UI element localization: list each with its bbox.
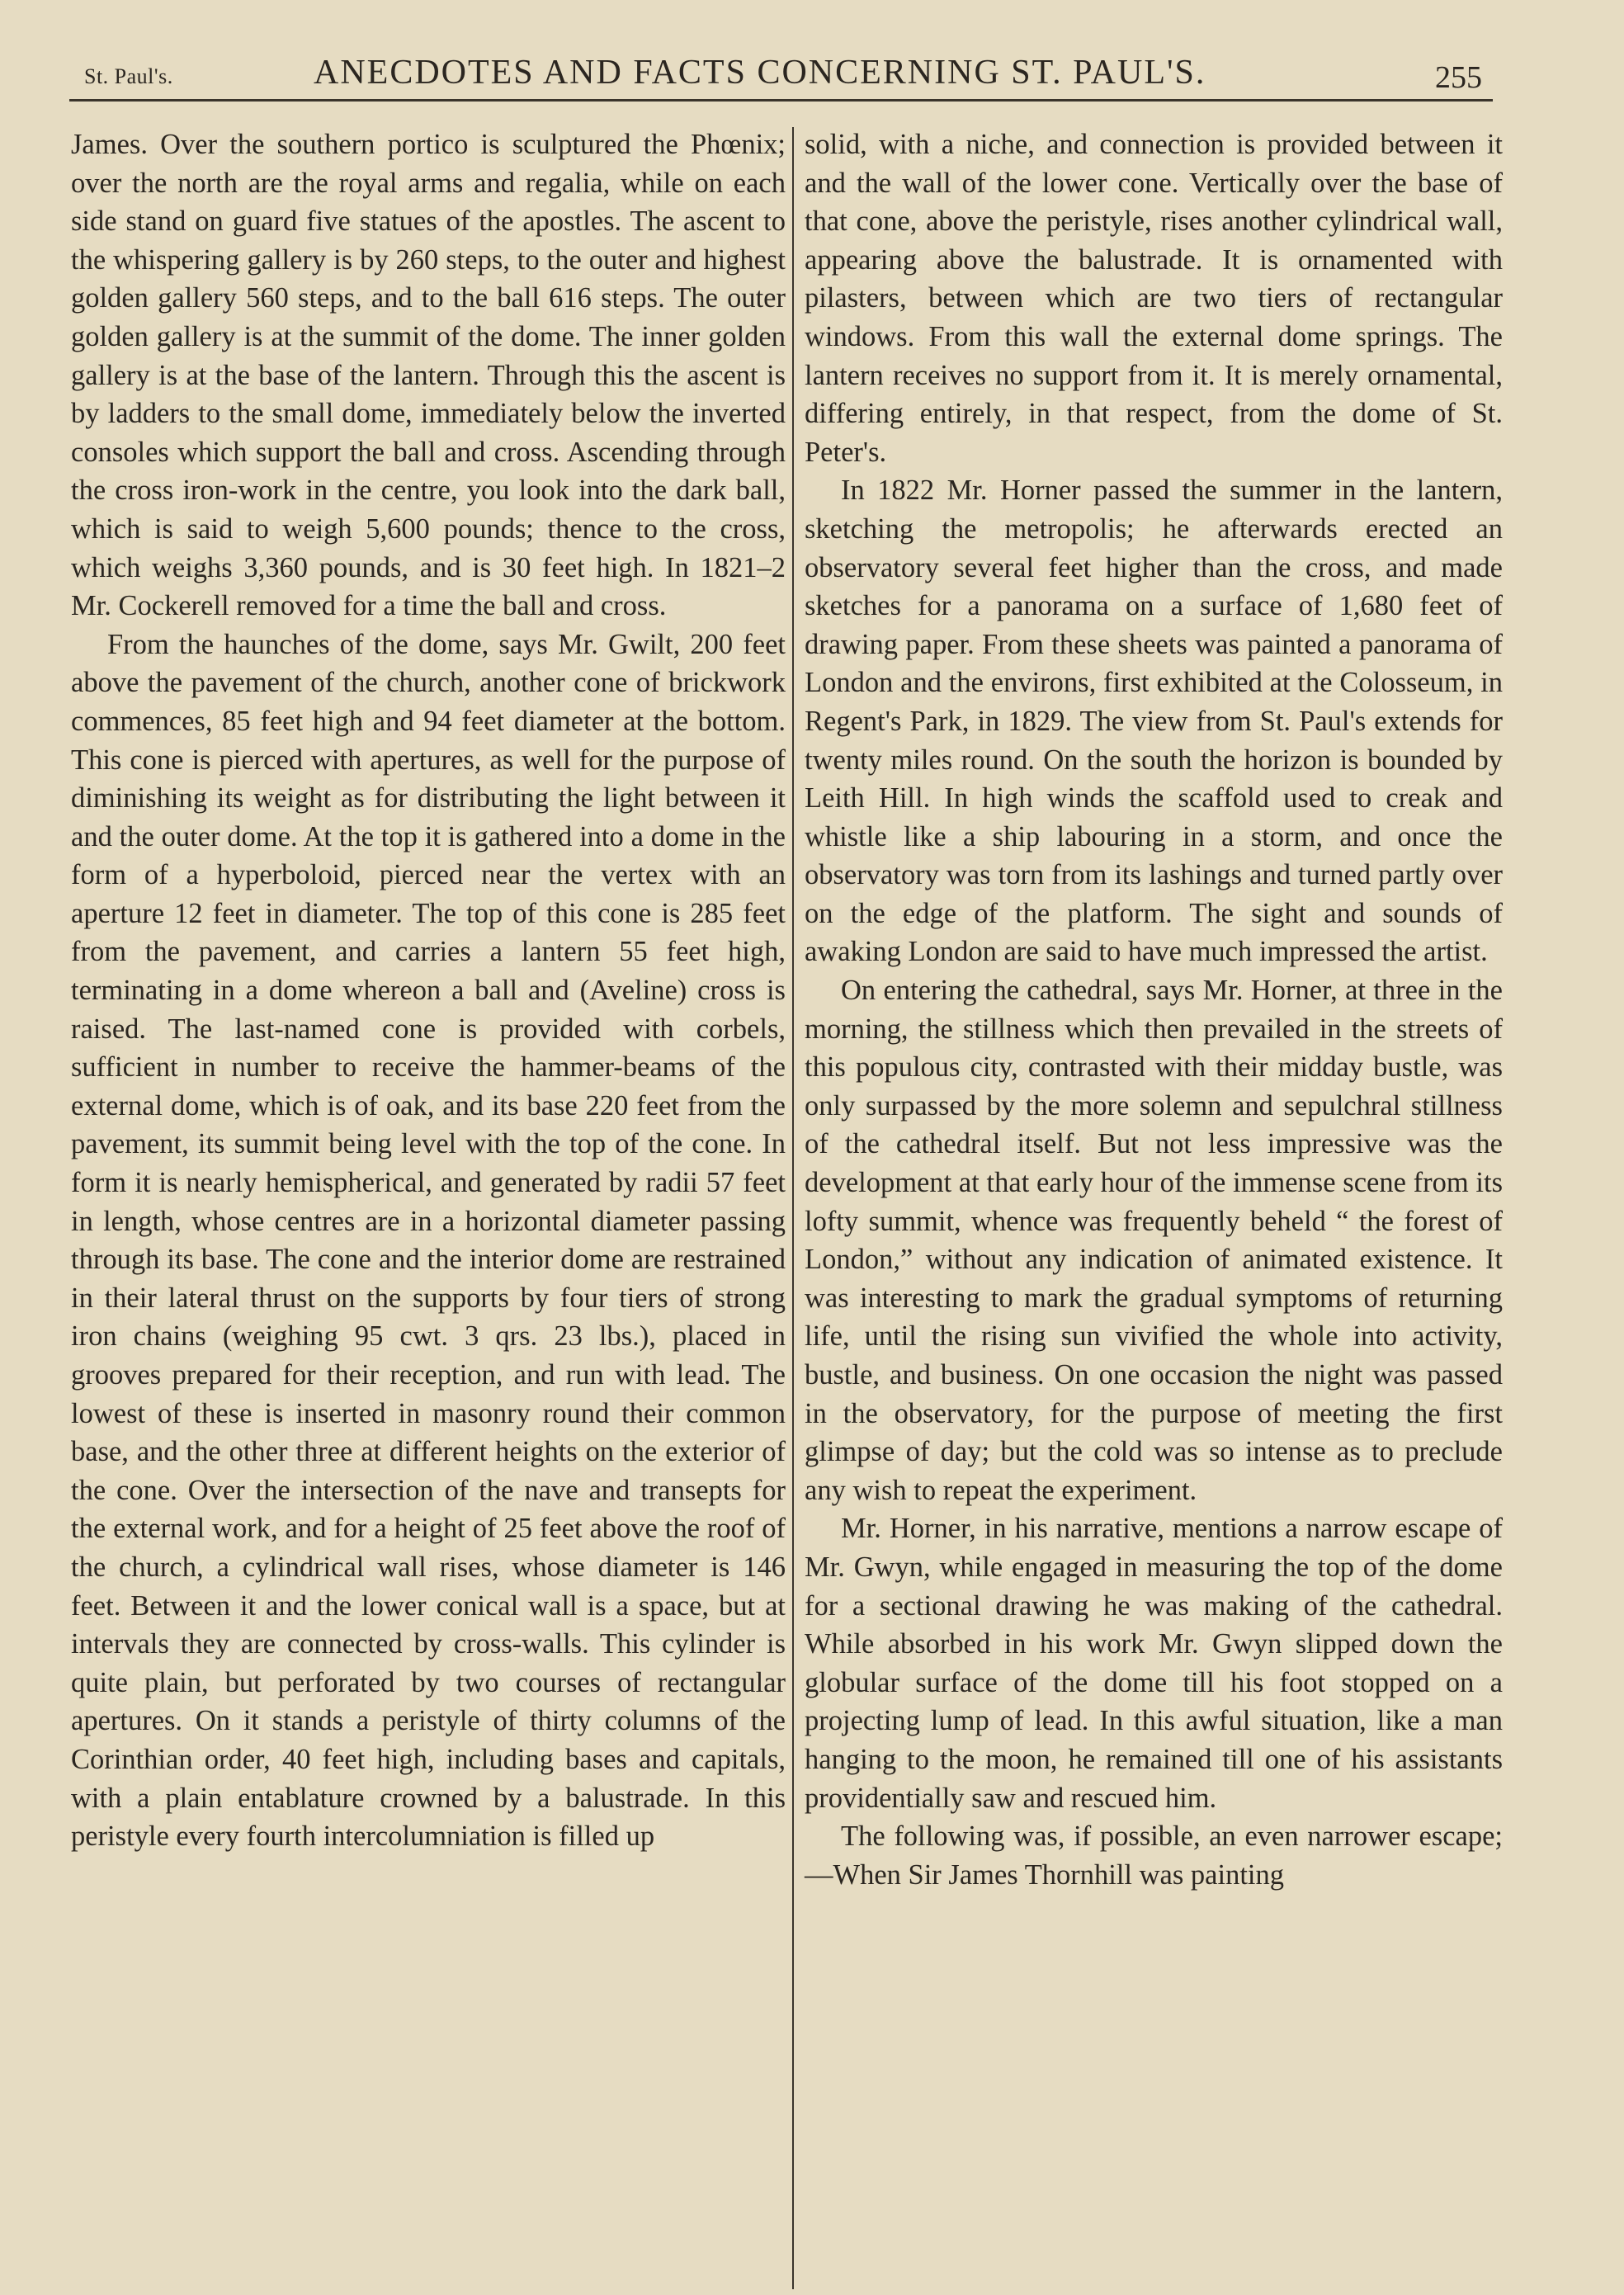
paragraph: James. Over the southern portico is sculptured the Phœnix; over the north are the royal arms and regalia, while on each side stand on guard five statues of the apostles. The ascent to the whispering gallery is by 260 steps, to the outer and highest golden gallery 560 steps, and to the ball 616 steps. The outer golden gallery is at the summit of the dome. The inner golden gallery is at the base of the lantern. Through this the ascent is by ladders to the small dome, immediately below the inverted consoles which support the ball and cross. Ascending through the cross iron-work in the centre, you look into the dark ball, which is said to weigh 5,600 pounds; thence to the cross, which weighs 3,360 pounds, and is 30 feet high. In 1821–2 Mr. Cockerell removed for a time the ball and cross. (71, 129, 786, 622)
paragraph: From the haunches of the dome, says Mr. Gwilt, 200 feet above the pavement of the church, another cone of brickwork commences, 85 feet high and 94 feet diameter at the bottom. This cone is pierced with apertures, as well for the purpose of diminishing its weight as for distributing the light between it and the outer dome. At the top it is gathered into a dome in the form of a hyperboloid, pierced near the vertex with an aperture 12 feet in diameter. The top of this cone is 285 feet from the pavement, and carries a lantern 55 feet high, terminating in a dome whereon a ball and (Aveline) cross is raised. The last-named cone is provided with corbels, sufficient in number to receive the hammer-beams of the external dome, which is of oak, and its base 220 feet from the pavement, its summit being level with the top of the cone. In form it is nearly hemispherical, and generated by radii 57 feet in length, whose centres are in a horizontal diameter passing through its base. The cone and the interior dome are restrained in their lateral thrust on the supports by four tiers of strong iron chains (weighing 95 cwt. 3 qrs. 23 lbs.), placed in grooves prepared for their reception, and run with lead. The lowest of these is inserted in masonry round their common base, and the other three at different heights on the exterior of the cone. Over the intersection of the nave and transepts for the external work, and for a height of 25 feet above the roof of the church, a cylindrical wall rises, whose diameter is 146 feet. Between it and the lower conical wall is a space, but at intervals they are connected by cross-walls. This cylinder is quite plain, but perforated by two courses of rectangular apertures. On it stands a peristyle of thirty columns of the Corinthian order, 40 feet high, including bases and capitals, with a plain entablature crowned by a balustrade. In this peristyle every fourth intercolumniation is filled up (71, 628, 786, 1853)
header-rule (69, 99, 1493, 102)
paragraph: Mr. Horner, in his narrative, mentions a narrow escape of Mr. Gwyn, while engaged in measuring the top of the dome for a sectional drawing he was making of the cathedral. While absorbed in his work Mr. Gwyn slipped down the globular surface of the dome till his foot stopped on a projecting lump of lead. In this awful situation, like a man hanging to the moon, he remained till one of his assistants providentially saw and rescued him. (805, 1513, 1503, 1814)
left-column (71, 125, 786, 1856)
paragraph: The following was, if possible, an even narrower escape;—When Sir James Thornhill was painting (805, 1820, 1503, 1891)
page-number: 255 (1435, 60, 1482, 95)
paragraph: solid, with a niche, and connection is provided between it and the wall of the lower cone. Vertically over the base of that cone, above the peristyle, rises another cylindrical wall, appearing above the balustrade. It is ornamented with pilasters, between which are two tiers of rectangular windows. From this wall the external dome springs. The lantern receives no support from it. It is merely ornamental, differing entirely, in that respect, from the dome of St. Peter's. (805, 129, 1503, 468)
page-header (66, 51, 1494, 101)
paragraph: In 1822 Mr. Horner passed the summer in the lantern, sketching the metropolis; he afterwards erected an observatory several feet higher than the cross, and made sketches for a panorama on a surface of 1,680 feet of drawing paper. From these sheets was painted a panorama of London and the environs, first exhibited at the Colosseum, in Regent's Park, in 1829. The view from St. Paul's extends for twenty miles round. On the south the horizon is bounded by Leith Hill. In high winds the scaffold used to creak and whistle like a ship labouring in a storm, and once the observatory was torn from its lashings and turned partly over on the edge of the platform. The sight and sounds of awaking London are said to have much impressed the artist. (805, 475, 1503, 968)
running-title: ANECDOTES AND FACTS CONCERNING ST. PAUL'S. (314, 54, 1206, 92)
column-divider (792, 127, 794, 2289)
section-label: St. Paul's. (84, 64, 173, 88)
paragraph: On entering the cathedral, says Mr. Horner, at three in the morning, the stillness which then prevailed in the streets of this populous city, contrasted with their midday bustle, was only surpassed by the more solemn and sepulchral stillness of the cathedral itself. But not less impressive was the development at that early hour of the immense scene from its lofty summit, whence was frequently beheld “ the forest of London,” without any indication of animated existence. It was interesting to mark the gradual symptoms of returning life, until the rising sun vivified the whole into activity, bustle, and business. On one occasion the night was passed in the observatory, for the purpose of meeting the first glimpse of day; but the cold was so intense as to preclude any wish to repeat the experiment. (805, 975, 1503, 1506)
right-column (805, 125, 1503, 1894)
